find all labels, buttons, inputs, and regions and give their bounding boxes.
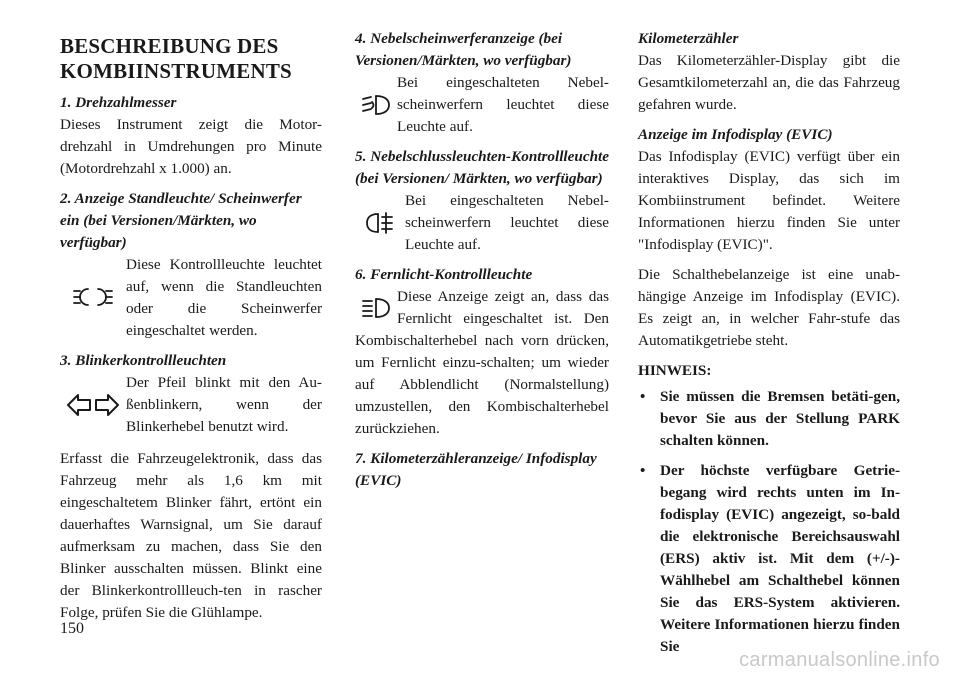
note-label: HINWEIS:: [638, 362, 712, 379]
section-heading: 3. Blinkerkontrollleuchten: [60, 352, 227, 369]
evic-text: Das Infodisplay (EVIC) verfügt über ein interaktives Display, das sich im Kombiinstrument befindet. Weitere Informationen hierzu finden Sie unter "Infodisplay (EVIC)".: [638, 148, 900, 253]
section-heading: 4. Nebelscheinwerferanzeige (bei Versionen/Märkten, wo verfügbar): [355, 30, 572, 69]
turn-signal-arrows-icon: [60, 372, 126, 438]
section-text: Bei eingeschalteten Nebel-scheinwerfern leuchtet diese Leuchte auf.: [405, 192, 609, 253]
high-beam-icon: [355, 286, 397, 330]
section-rear-fog: [355, 146, 609, 256]
section-high-beam: [355, 264, 609, 440]
rear-fog-lamp-icon: [355, 190, 405, 256]
section-tachometer: [60, 92, 322, 180]
section-heading: 5. Nebelschlussleuchten-Kontrollleuchte (bei Versionen/ Märkten, wo verfügbar): [355, 148, 609, 187]
section-odometer: [355, 448, 609, 492]
evic-heading: Anzeige im Infodisplay (EVIC): [638, 126, 833, 143]
page-title: BESCHREIBUNG DES KOMBIINSTRUMENTS: [60, 34, 292, 83]
gear-indicator-text: Die Schalthebelanzeige ist eine unab-hängige Anzeige im Infodisplay (EVIC). Es zeigt an, in welcher Fahr-stufe das Automatikgetriebe steht.: [638, 266, 900, 349]
section-extra-text: Erfasst die Fahrzeugelektronik, dass das Fahrzeug mehr als 1,6 km mit eingeschaltetem Blinker fährt, ertönt ein dauerhaftes Warnsignal, um Sie darauf aufmerksam zu machen, dass Sie den Blinker ausschalten müssen. Blinkt eine der Blinkerkontrollleuch-ten in rascher Folge, prüfen Sie die Glühlampe.: [60, 450, 322, 621]
odometer-heading: Kilometerzähler: [638, 30, 739, 47]
column-left: [60, 28, 322, 632]
section-text: Diese Anzeige zeigt an, dass das Fernlicht eingeschaltet ist. Den Kombischalterhebel nach vorn drücken, um Fernlicht einzu-schalten; um wieder auf Abblendlicht (Normalstellung) umzustellen, den Kombischalterhebel zurückziehen.: [355, 288, 609, 437]
section-text: Dieses Instrument zeigt die Motor-drehzahl in Umdrehungen pro Minute (Motordrehzahl x 1.000) an.: [60, 116, 322, 177]
note-list: [638, 386, 900, 658]
section-text: Diese Kontrollleuchte leuchtet auf, wenn die Standleuchten oder die Scheinwerfer eingeschaltet werden.: [126, 256, 322, 339]
section-heading: 7. Kilometerzähleranzeige/ Infodisplay (EVIC): [355, 450, 597, 489]
section-front-fog: [355, 28, 609, 138]
column-middle: [355, 28, 609, 500]
list-item: • Der höchste verfügbare Getrie-begang wird rechts unten im In-fodisplay (EVIC) angezeigt, so-bald die elektronische Bereichsauswahl (ERS) aktiv ist. Mit dem (+/-)-Wählhebel am Schalthebel können Sie das ERS-System aktivieren. Weitere Informationen hierzu finden Sie: [638, 460, 900, 658]
section-heading: 2. Anzeige Standleuchte/ Scheinwerfer ein (bei Versionen/Märkten, wo verfügbar): [60, 190, 302, 251]
list-item: • Sie müssen die Bremsen betäti-gen, bevor Sie aus der Stellung PARK schalten können.: [638, 386, 900, 452]
section-turn-signals: [60, 350, 322, 624]
section-heading: 6. Fernlicht-Kontrollleuchte: [355, 266, 533, 283]
column-right: [638, 28, 900, 666]
section-heading: 1. Drehzahlmesser: [60, 94, 177, 111]
section-text: Bei eingeschalteten Nebel-scheinwerfern leuchtet diese Leuchte auf.: [397, 74, 609, 135]
odometer-text: Das Kilometerzähler-Display gibt die Gesamtkilometerzahl an, die das Fahrzeug gefahren wurde.: [638, 52, 900, 113]
section-parking-lamp: [60, 188, 322, 342]
watermark: carmanualsonline.info: [739, 649, 940, 671]
parking-lamp-icon: [60, 254, 126, 340]
section-text: Der Pfeil blinkt mit den Au-ßenblinkern, wenn der Blinkerhebel benutzt wird.: [126, 374, 322, 435]
front-fog-lamp-icon: [355, 72, 397, 138]
page-number: 150: [60, 620, 84, 637]
